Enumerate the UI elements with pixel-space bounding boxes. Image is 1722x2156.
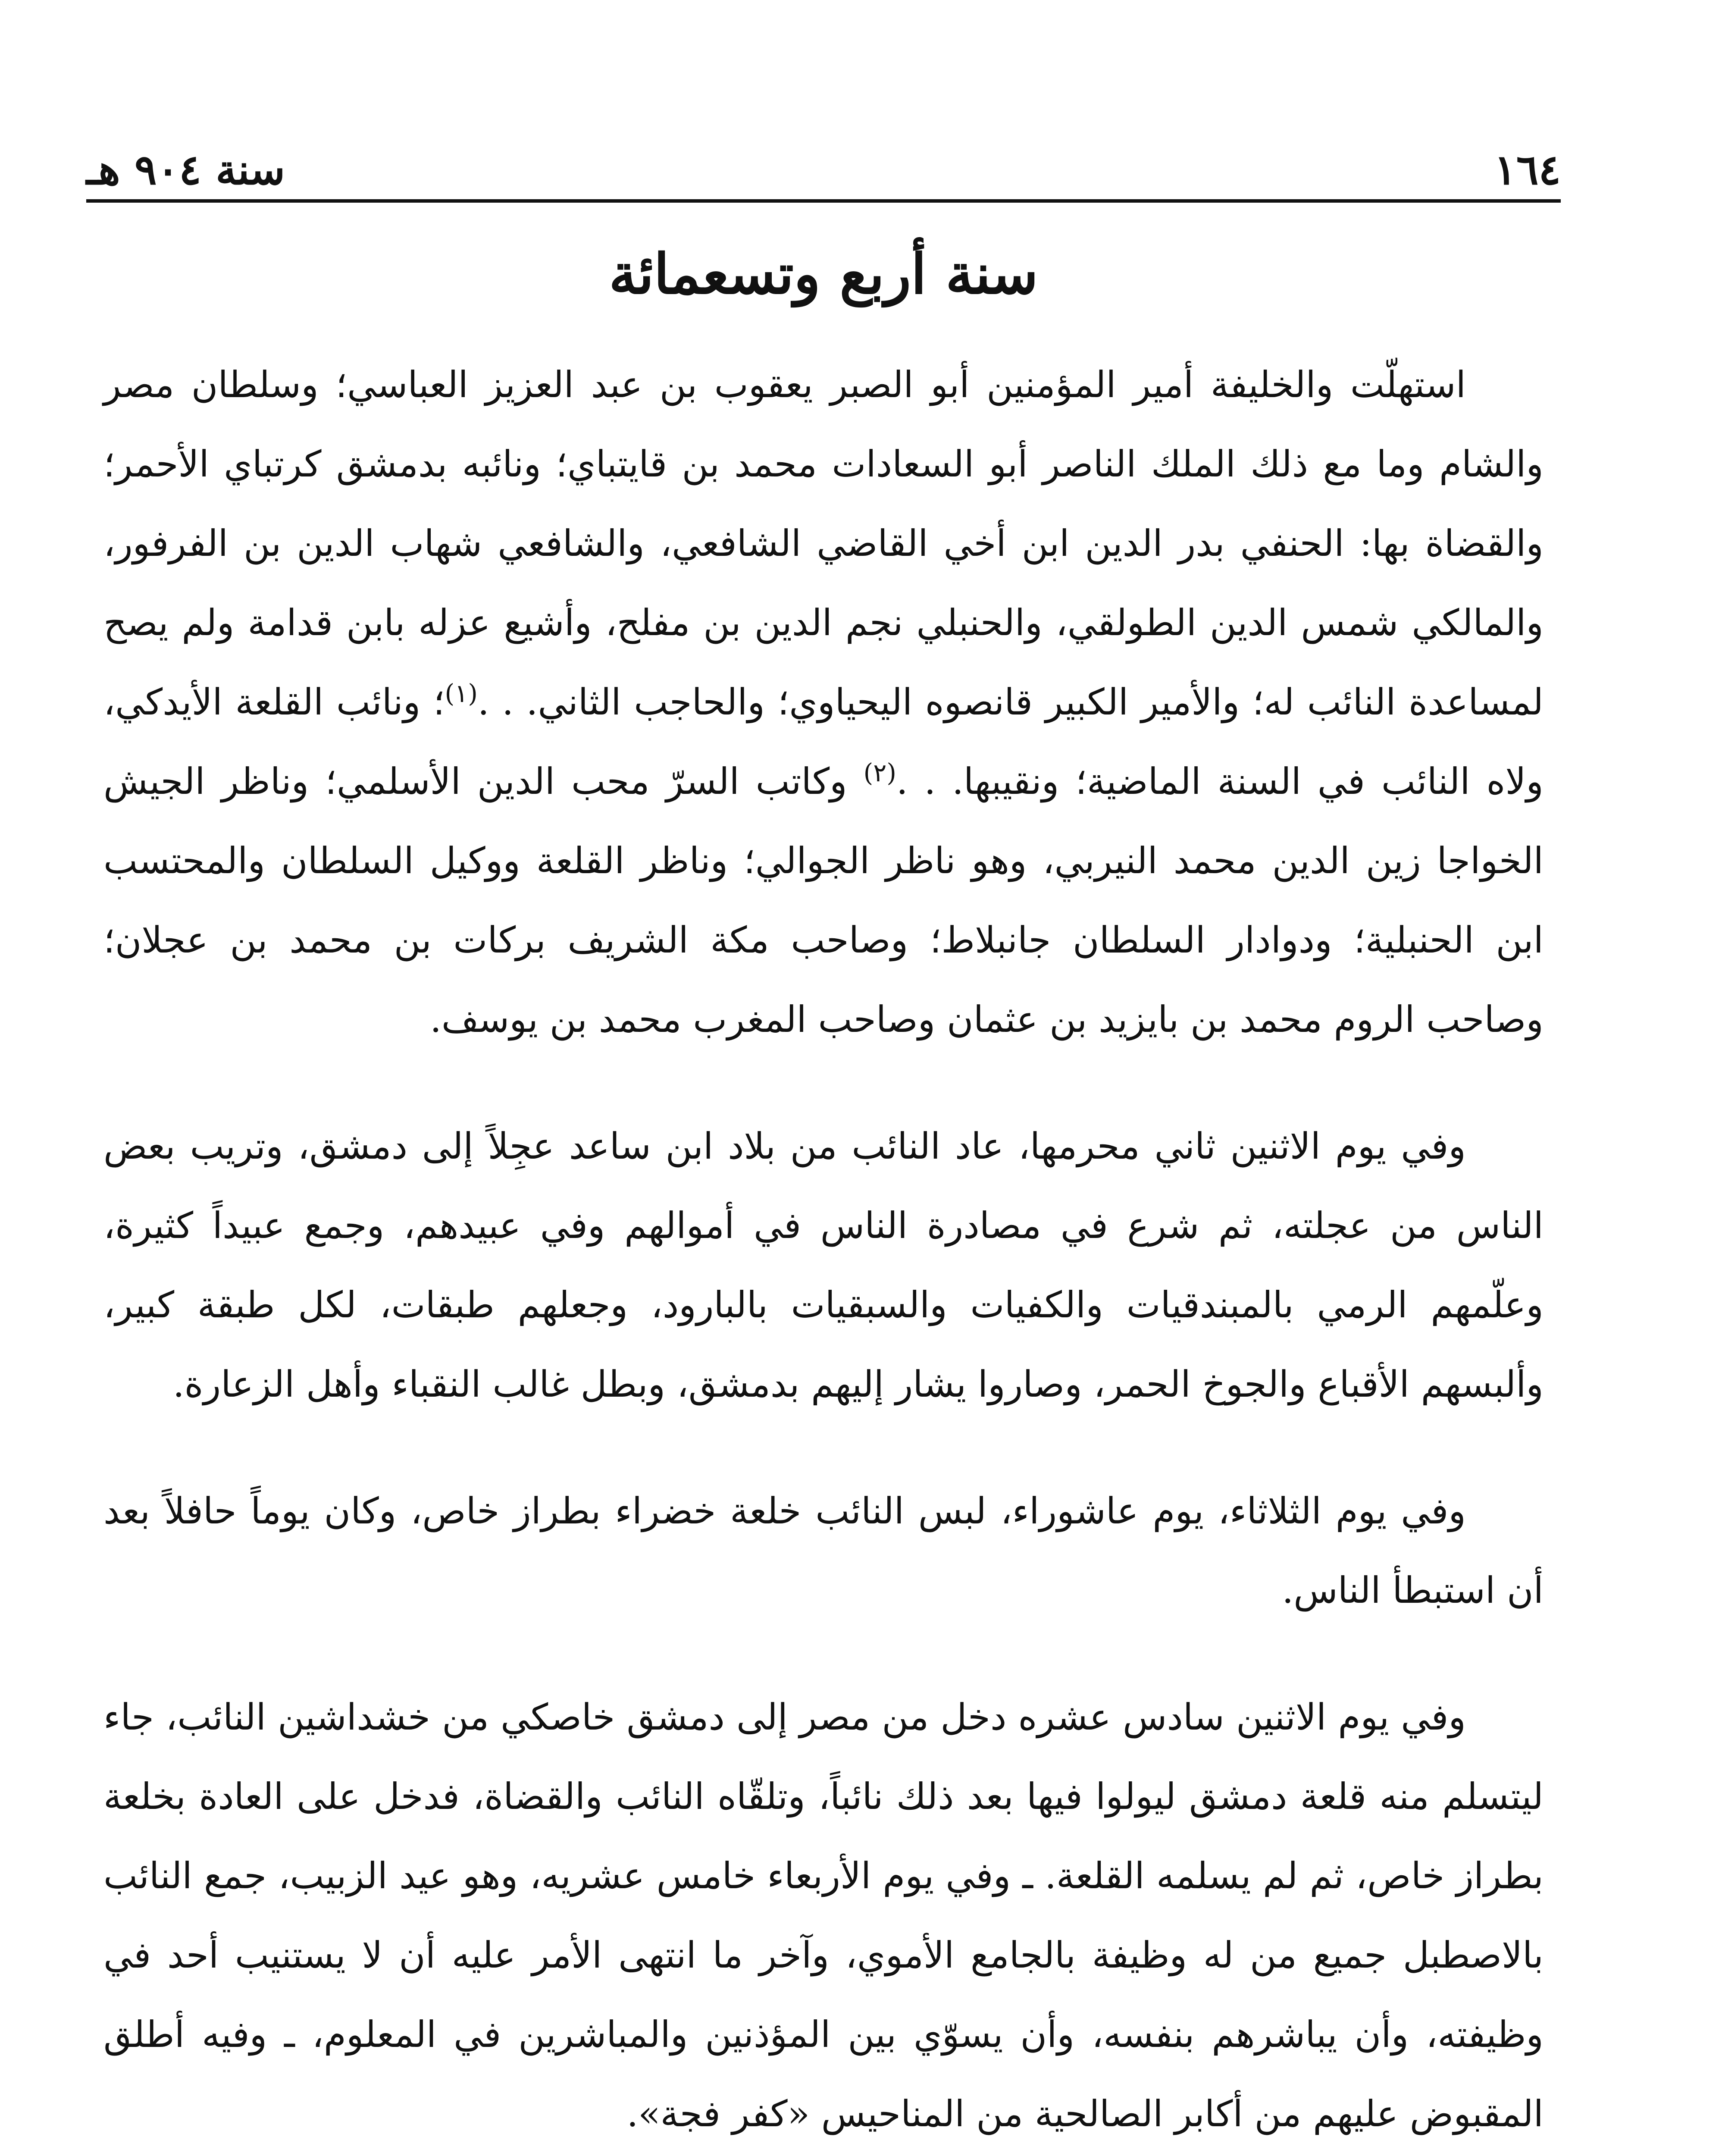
paragraph-1-part-b: ؛ ونائب القلعة الأيدكي، ولاه النائب في السنة الماضية؛ ونقيبها. . .	[103, 681, 1544, 802]
chapter-title: سنة أربع وتسعمائة	[609, 242, 1038, 307]
paragraph-4: وفي يوم الاثنين سادس عشره دخل من مصر إلى دمشق خاصكي من خشداشين النائب، جاء ليتسلم منه قلعة دمشق ليولوا فيها بعد ذلك نائباً، وتلقّاه النائب والقضاة، فدخل على العادة بخلعة بطراز خاص، ثم لم يسلمه القلعة. ـ وفي يوم الأربعاء خامس عشريه، وهو عيد الزبيب، جمع النائب بالاصطبل جميع من له وظيفة بالجامع الأموي، وآخر ما انتهى الأمر عليه أن لا يستنيب أحد في وظيفته، وأن يباشرهم بنفسه، وأن يسوّي بين المؤذنين والمباشرين في المعلوم، ـ وفيه أطلق المقبوض عليهم من أكابر الصالحية من المناحيس «كفر فجة».	[103, 1696, 1544, 2135]
footnote-ref-2: (٢)	[863, 758, 897, 787]
paragraph-2: وفي يوم الاثنين ثاني محرمها، عاد النائب من بلاد ابن ساعد عجِلاً إلى دمشق، وتريب بعض الناس من عجلته، ثم شرع في مصادرة الناس في أموالهم وفي عبيدهم، وجمع عبيداً كثيرة، وعلّمهم الرمي بالمبندقيات والكفيات والسبقيات بالبارود، وجعلهم طبقات، لكل طبقة كبير، وألبسهم الأقباع والجوخ الحمر، وصاروا يشار إليهم بدمشق، وبطل غالب النقباء وأهل الزعارة.	[103, 1125, 1544, 1405]
year-label: سنة ٩٠٤ هـ	[86, 145, 285, 194]
header-rule	[86, 199, 1561, 203]
page-number: ١٦٤	[1494, 145, 1561, 194]
paragraph-3: وفي يوم الثلاثاء، يوم عاشوراء، لبس النائب خلعة خضراء بطراز خاص، وكان يوماً حافلاً بعد أن استبطأ الناس.	[103, 1490, 1544, 1611]
main-text	[103, 345, 1544, 2156]
running-header	[86, 129, 1561, 194]
paragraph-1-part-a: استهلّت والخليفة أمير المؤمنين أبو الصبر يعقوب بن عبد العزيز العباسي؛ وسلطان مصر والشام وما مع ذلك الملك الناصر أبو السعادات محمد بن قايتباي؛ ونائبه بدمشق كرتباي الأحمر؛ والقضاة بها: الحنفي بدر الدين ابن أخي القاضي الشافعي، والشافعي شهاب الدين بن الفرفور، والمالكي شمس الدين الطولقي، والحنبلي نجم الدين بن مفلح، وأشيع عزله بابن قدامة ولم يصح لمساعدة النائب له؛ والأمير الكبير قانصوه اليحياوي؛ والحاجب الثاني. . .	[103, 364, 1544, 723]
footnote-ref-1: (١)	[445, 679, 478, 708]
paragraph-1-part-c: وكاتب السرّ محب الدين الأسلمي؛ وناظر الجيش الخواجا زين الدين محمد النيربي، وهو ناظر الجوالي؛ وناظر القلعة ووكيل السلطان والمحتسب ابن الحنبلية؛ ودوادار السلطان جانبلاط؛ وصاحب مكة الشريف بركات بن محمد بن عجلان؛ وصاحب الروم محمد بن بايزيد بن عثمان وصاحب المغرب محمد بن يوسف.	[103, 760, 1544, 1040]
paragraph-1	[103, 345, 1544, 1059]
